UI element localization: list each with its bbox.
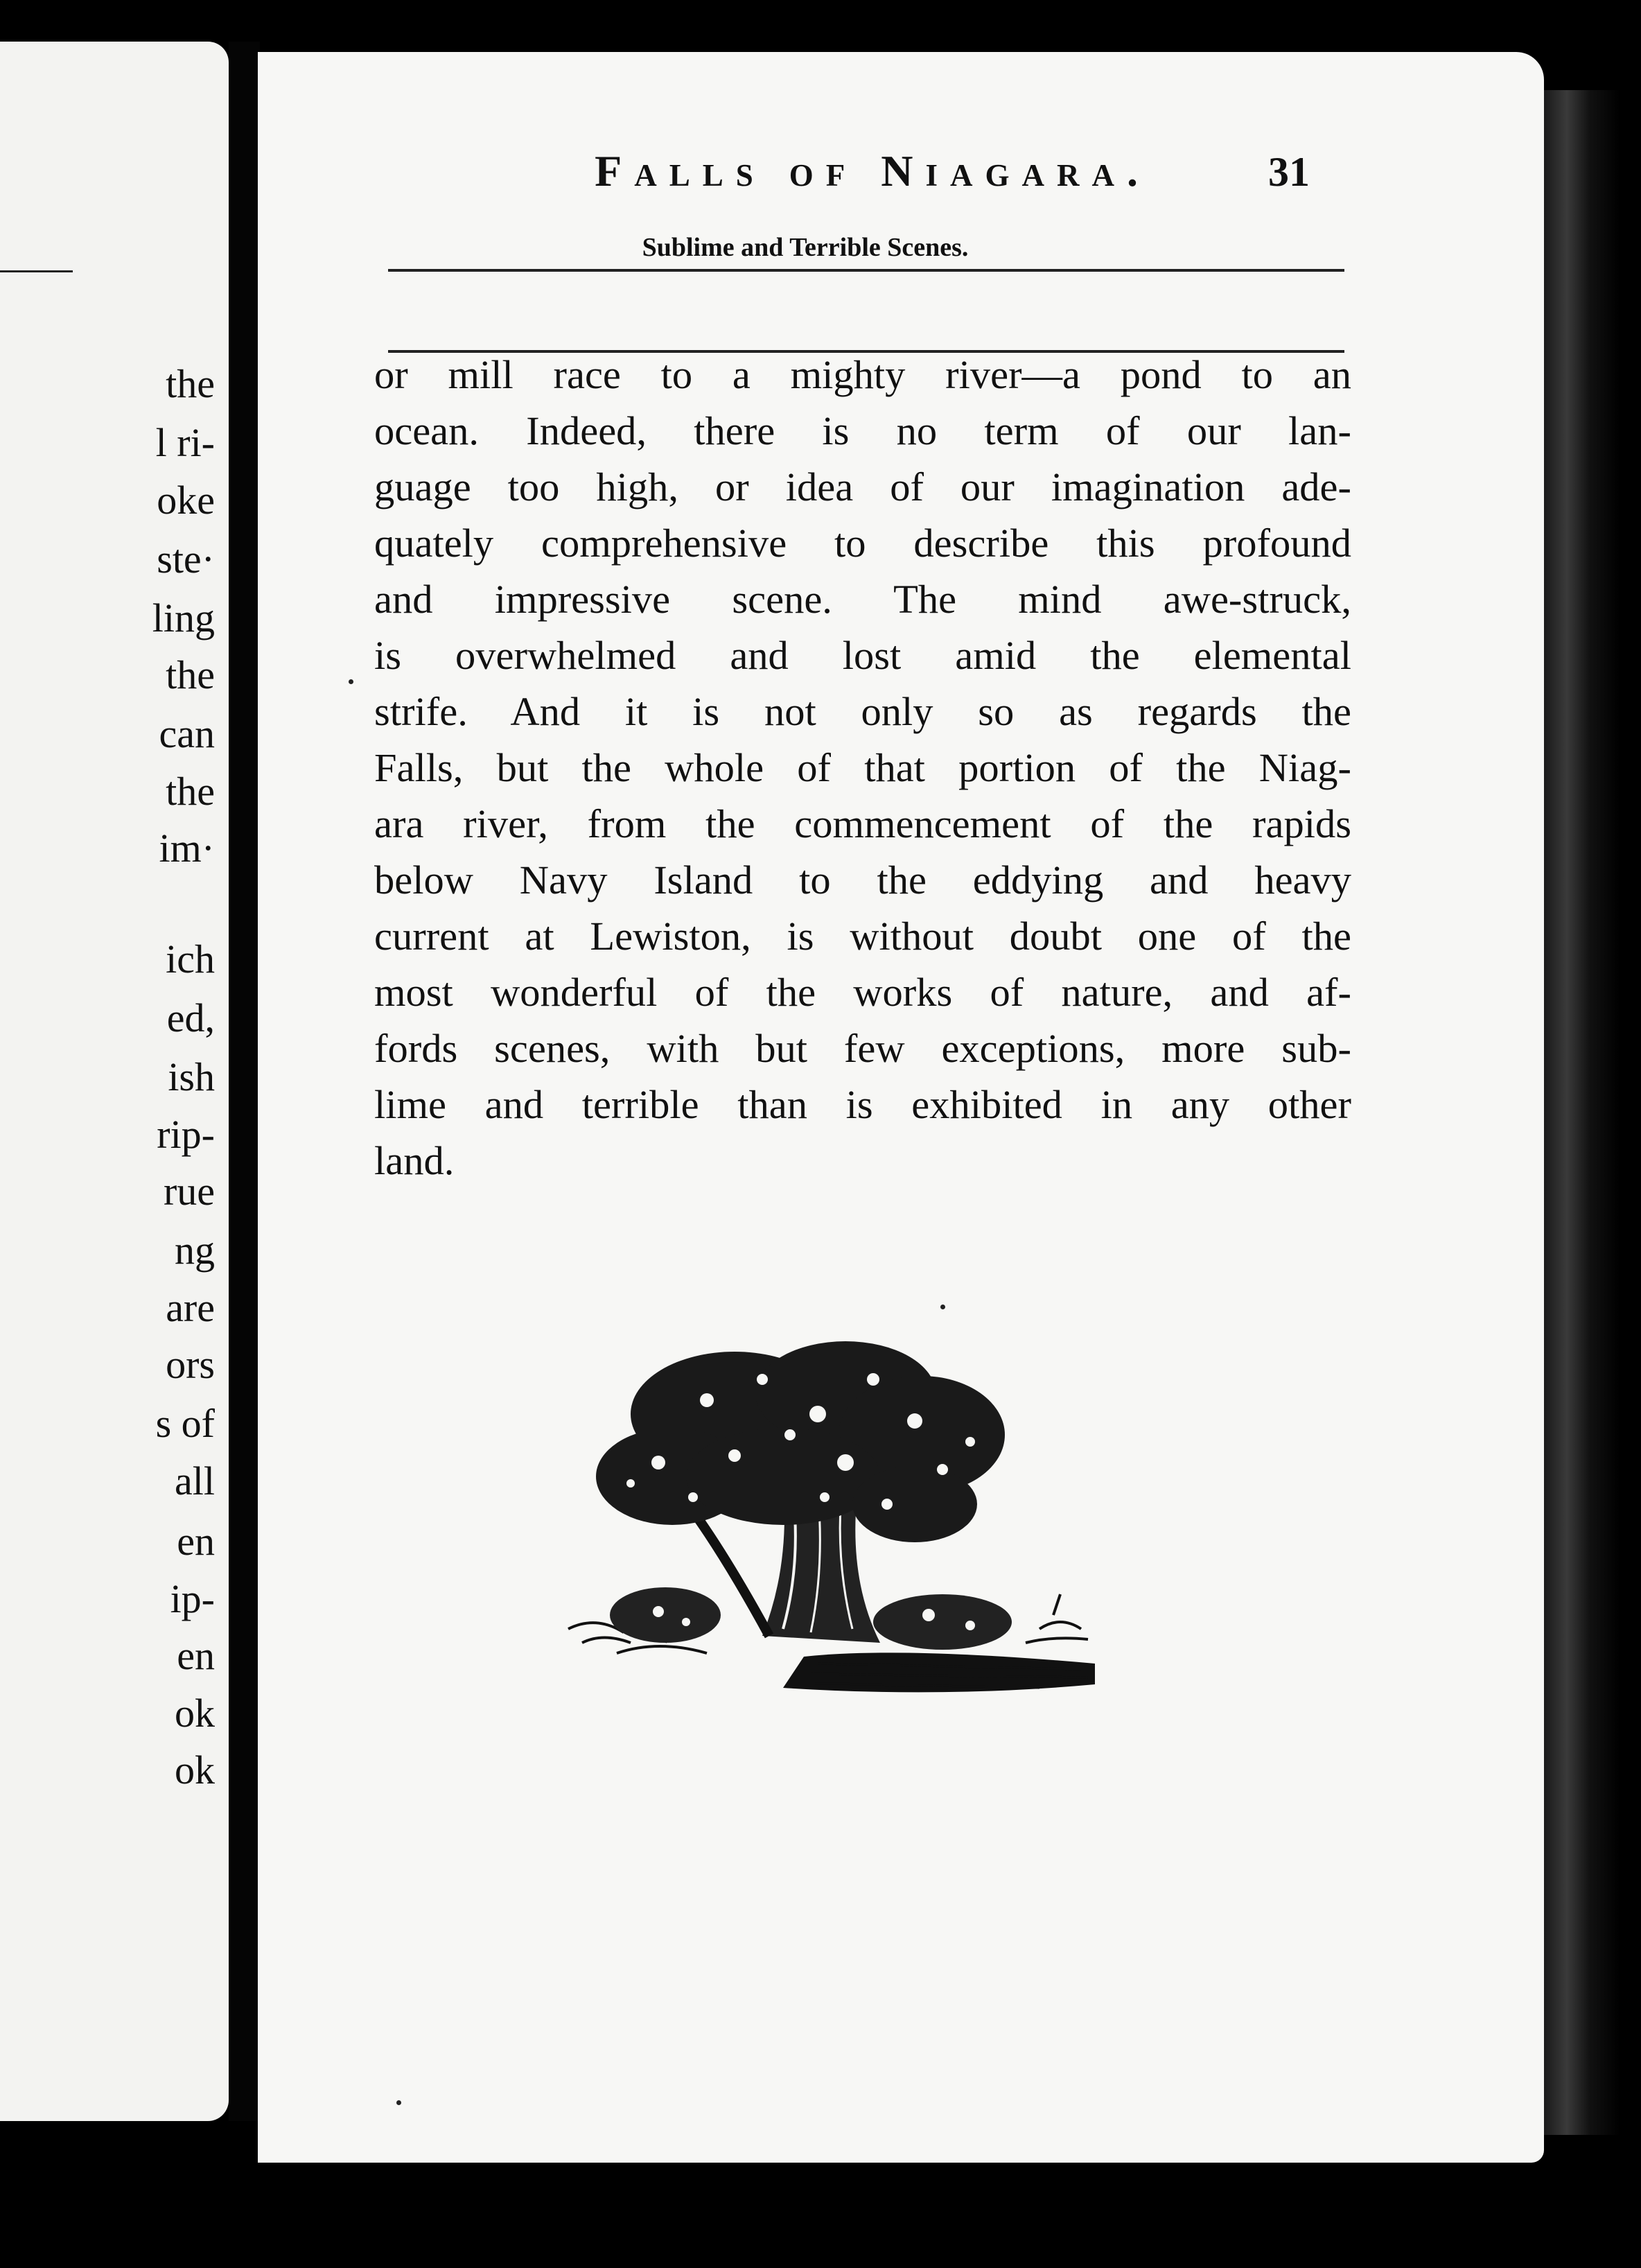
left-page-fragment-line: ling [152, 595, 215, 640]
speck [940, 1305, 945, 1309]
text-line: ara river, from the commencement of the rapids [374, 801, 1351, 846]
running-title: Falls of Niagara. [595, 146, 1150, 195]
left-page-fragment-line: ich [166, 936, 215, 982]
running-head [298, 146, 1310, 197]
left-page-fragment [0, 42, 229, 2121]
left-page-fragment-line: rue [163, 1169, 215, 1214]
left-page-fragment-line: l ri- [155, 420, 215, 465]
left-page-fragment-line: ish [168, 1054, 215, 1099]
left-page-fragment-line: ok [175, 1747, 215, 1792]
section-heading: Sublime and Terrible Scenes. [642, 233, 969, 262]
left-page-fragment-line: are [166, 1285, 215, 1330]
header-rule-top [388, 269, 1344, 272]
text-line: is overwhelmed and lost amid the elemental [374, 633, 1351, 678]
left-page-fragment-line: rip- [157, 1112, 215, 1157]
left-page-fragment-line: can [159, 711, 215, 756]
text-line: quately comprehensive to describe this profound [374, 521, 1351, 566]
left-page-fragment-line: ors [166, 1342, 215, 1387]
speck [349, 679, 353, 684]
left-page-fragment-line: the [166, 361, 215, 406]
text-line: ocean. Indeed, there is no term of our lan- [374, 408, 1351, 453]
speck [396, 2100, 401, 2105]
left-page-rule [0, 270, 73, 272]
left-page-fragment-line: ed, [166, 995, 215, 1040]
text-line: current at Lewiston, is without doubt one of the [374, 914, 1351, 959]
left-page-fragment-line: en [177, 1519, 215, 1564]
tree-woodcut-icon [554, 1338, 1123, 1726]
page-edge [1544, 90, 1620, 2135]
left-page-fragment-line: the [166, 652, 215, 697]
body-text [374, 347, 1351, 1189]
left-page-fragment-line: ste· [157, 537, 215, 582]
text-line: Falls, but the whole of that portion of the Niag- [374, 745, 1351, 790]
text-line: strife. And it is not only so as regards the [374, 689, 1351, 734]
left-page-fragment-line: all [175, 1458, 215, 1503]
left-page-fragment-line: im· [159, 826, 215, 871]
text-line: most wonderful of the works of nature, and af- [374, 970, 1351, 1015]
left-page-fragment-line: s of [155, 1401, 215, 1446]
left-page-fragment-line: oke [157, 478, 215, 523]
text-line: lime and terrible than is exhibited in any other [374, 1082, 1351, 1127]
left-page-fragment-line: ng [175, 1228, 215, 1273]
left-page-fragment-line: the [166, 769, 215, 814]
text-line: land. [374, 1138, 455, 1183]
left-page-fragment-line: en [177, 1633, 215, 1678]
left-page-fragment-line: ip- [170, 1576, 215, 1621]
page-number: 31 [1268, 149, 1310, 195]
left-page-fragment-line: ok [175, 1691, 215, 1736]
text-line: below Navy Island to the eddying and heavy [374, 857, 1351, 902]
text-line: or mill race to a mighty river—a pond to an [374, 352, 1351, 397]
text-line: and impressive scene. The mind awe-struck, [374, 577, 1351, 622]
book-gutter [229, 42, 260, 2121]
text-line: fords scenes, with but few exceptions, more sub- [374, 1026, 1351, 1071]
text-line: guage too high, or idea of our imagination ade- [374, 464, 1351, 509]
